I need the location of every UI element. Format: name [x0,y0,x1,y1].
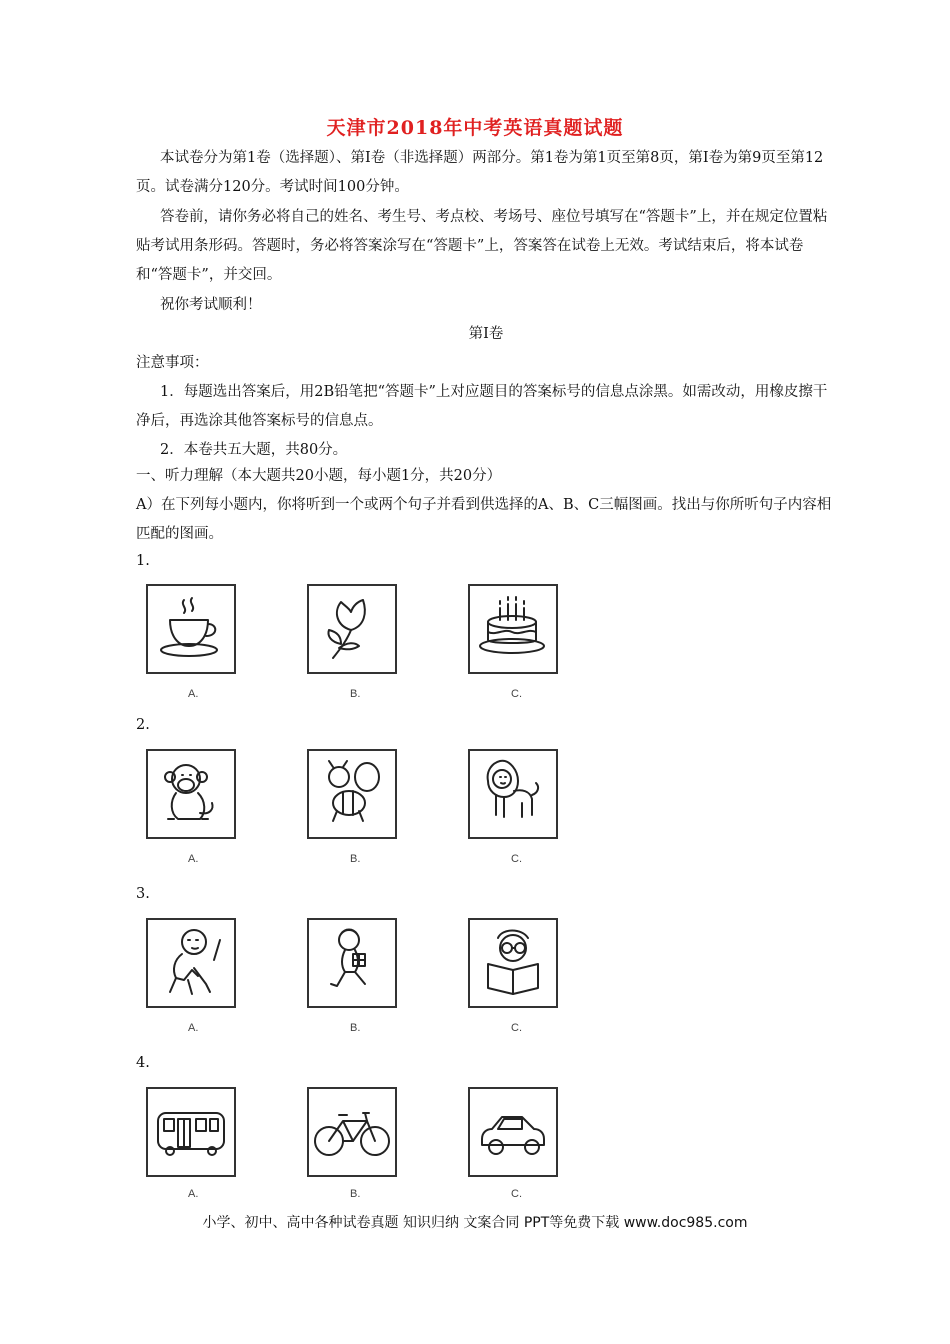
option-b-image[interactable] [307,749,397,839]
car-icon [470,1089,556,1175]
part-title: 第Ⅰ卷 [468,326,504,342]
option-c-label: C. [511,1022,522,1034]
notes-heading: 注意事项： [136,355,209,371]
footer-text: 小学、初中、高中各种试卷真题 知识归纳 文案合同 PPT等免费下载 www.doc985.com [202,1215,748,1231]
option-a-image[interactable] [146,1087,236,1177]
note-2: 2．本卷共五大题，共80分。 [160,442,348,458]
boy-reading-book-icon [470,920,556,1006]
option-c-image[interactable] [468,1087,558,1177]
intro-paragraph-1: 本试卷分为第1卷（选择题）、第Ⅰ卷（非选择题）两部分。第1卷为第1页至第8页，第Ⅰ卷为第9页至第12页。试卷满分120分。考试时间100分钟。 [136,150,824,195]
page-title: 天津市2018年中考英语真题试题 [326,117,624,139]
option-a-image[interactable] [146,749,236,839]
intro-paragraph-3: 祝你考试顺利！ [160,297,262,313]
bicycle-icon [309,1089,395,1175]
option-c-image[interactable] [468,918,558,1008]
section-instruction: A）在下列每小题内，你将听到一个或两个句子并看到供选择的A、B、C三幅图画。找出与你所听句子内容相匹配的图画。 [136,497,832,542]
option-a-label: A. [188,1022,199,1034]
note-1: 1．每题选出答案后，用2B铅笔把“答题卡”上对应题目的答案标号的信息点涂黑。如需改动，用橡皮擦干净后，再选涂其他答案标号的信息点。 [136,384,828,429]
question-number: 4. [136,1055,150,1071]
intro-paragraph-2: 答卷前，请你务必将自己的姓名、考生号、考点校、考场号、座位号填写在“答题卡”上，并在规定位置粘贴考试用条形码。答题时，务必将答案涂写在“答题卡”上，答案答在试卷上无效。考试结束后，将本试卷和“答题卡”，并交回。 [136,209,828,283]
section-title: 一、听力理解（本大题共20小题，每小题1分，共20分） [136,468,502,484]
option-b-label: B. [350,688,361,700]
bee-icon [309,751,395,837]
option-c-label: C. [511,688,522,700]
option-c-image[interactable] [468,584,558,674]
question-number: 2. [136,717,150,733]
option-a-label: A. [188,1188,199,1200]
option-b-label: B. [350,1188,361,1200]
coffee-cup-icon [148,586,234,672]
flower-icon [309,586,395,672]
question-number: 3. [136,886,150,902]
option-b-label: B. [350,853,361,865]
lion-icon [470,751,556,837]
monkey-icon [148,751,234,837]
option-a-image[interactable] [146,584,236,674]
option-b-label: B. [350,1022,361,1034]
option-b-image[interactable] [307,1087,397,1177]
birthday-cake-icon [470,586,556,672]
option-b-image[interactable] [307,584,397,674]
option-c-label: C. [511,1188,522,1200]
boy-scarf-icon [148,920,234,1006]
option-c-image[interactable] [468,749,558,839]
option-a-label: A. [188,688,199,700]
bus-icon [148,1089,234,1175]
question-number: 1. [136,553,150,569]
option-b-image[interactable] [307,918,397,1008]
option-a-label: A. [188,853,199,865]
option-a-image[interactable] [146,918,236,1008]
boy-running-gift-icon [309,920,395,1006]
option-c-label: C. [511,853,522,865]
